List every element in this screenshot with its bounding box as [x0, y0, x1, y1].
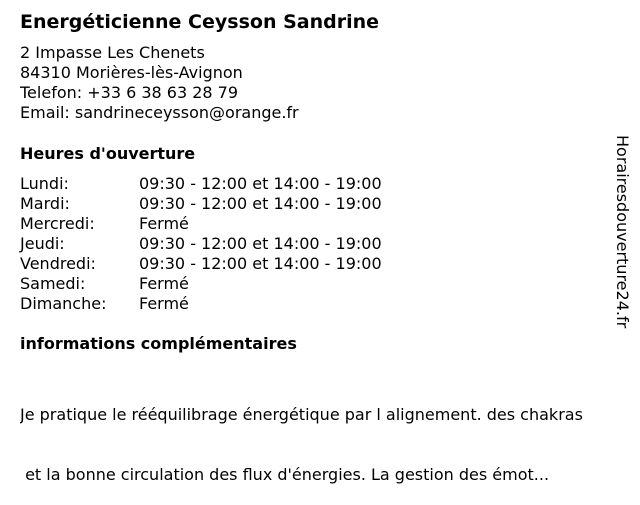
- hours-row-thursday: [20, 234, 382, 254]
- day-label: Mercredi:: [20, 214, 95, 233]
- hours-row-monday: [20, 174, 382, 194]
- info-heading: informations complémentaires: [20, 334, 297, 353]
- address-street: 2 Impasse Les Chenets: [20, 43, 205, 62]
- email-address: Email: sandrineceysson@orange.fr: [20, 103, 299, 122]
- day-time: 09:30 - 12:00 et 14:00 - 19:00: [139, 234, 382, 253]
- hours-row-wednesday: [20, 214, 382, 234]
- day-time: 09:30 - 12:00 et 14:00 - 19:00: [139, 254, 382, 273]
- day-label: Samedi:: [20, 274, 86, 293]
- address-city: 84310 Morières-lès-Avignon: [20, 63, 243, 82]
- hours-row-sunday: [20, 294, 382, 314]
- hours-row-friday: [20, 254, 382, 274]
- address-block: [20, 43, 299, 123]
- day-time: Fermé: [139, 214, 189, 233]
- day-label: Vendredi:: [20, 254, 96, 273]
- hours-table: [20, 174, 382, 314]
- business-name: Energéticienne Ceysson Sandrine: [20, 11, 380, 33]
- day-time: Fermé: [139, 274, 189, 293]
- description-line-1: Je pratique le rééquilibrage énergétique par l alignement. des chakras: [20, 405, 583, 424]
- day-label: Lundi:: [20, 174, 69, 193]
- phone-number: Telefon: +33 6 38 63 28 79: [20, 83, 239, 102]
- hours-row-saturday: [20, 274, 382, 294]
- day-time: 09:30 - 12:00 et 14:00 - 19:00: [139, 174, 382, 193]
- site-watermark: Horairesdouverture24.fr: [613, 135, 632, 329]
- day-time: 09:30 - 12:00 et 14:00 - 19:00: [139, 194, 382, 213]
- day-label: Mardi:: [20, 194, 70, 213]
- day-time: Fermé: [139, 294, 189, 313]
- description-text: [20, 365, 640, 505]
- hours-heading: Heures d'ouverture: [20, 144, 196, 163]
- description-line-2: et la bonne circulation des flux d'énergies. La gestion des émot...: [20, 465, 550, 484]
- day-label: Dimanche:: [20, 294, 107, 313]
- day-label: Jeudi:: [20, 234, 65, 253]
- hours-row-tuesday: [20, 194, 382, 214]
